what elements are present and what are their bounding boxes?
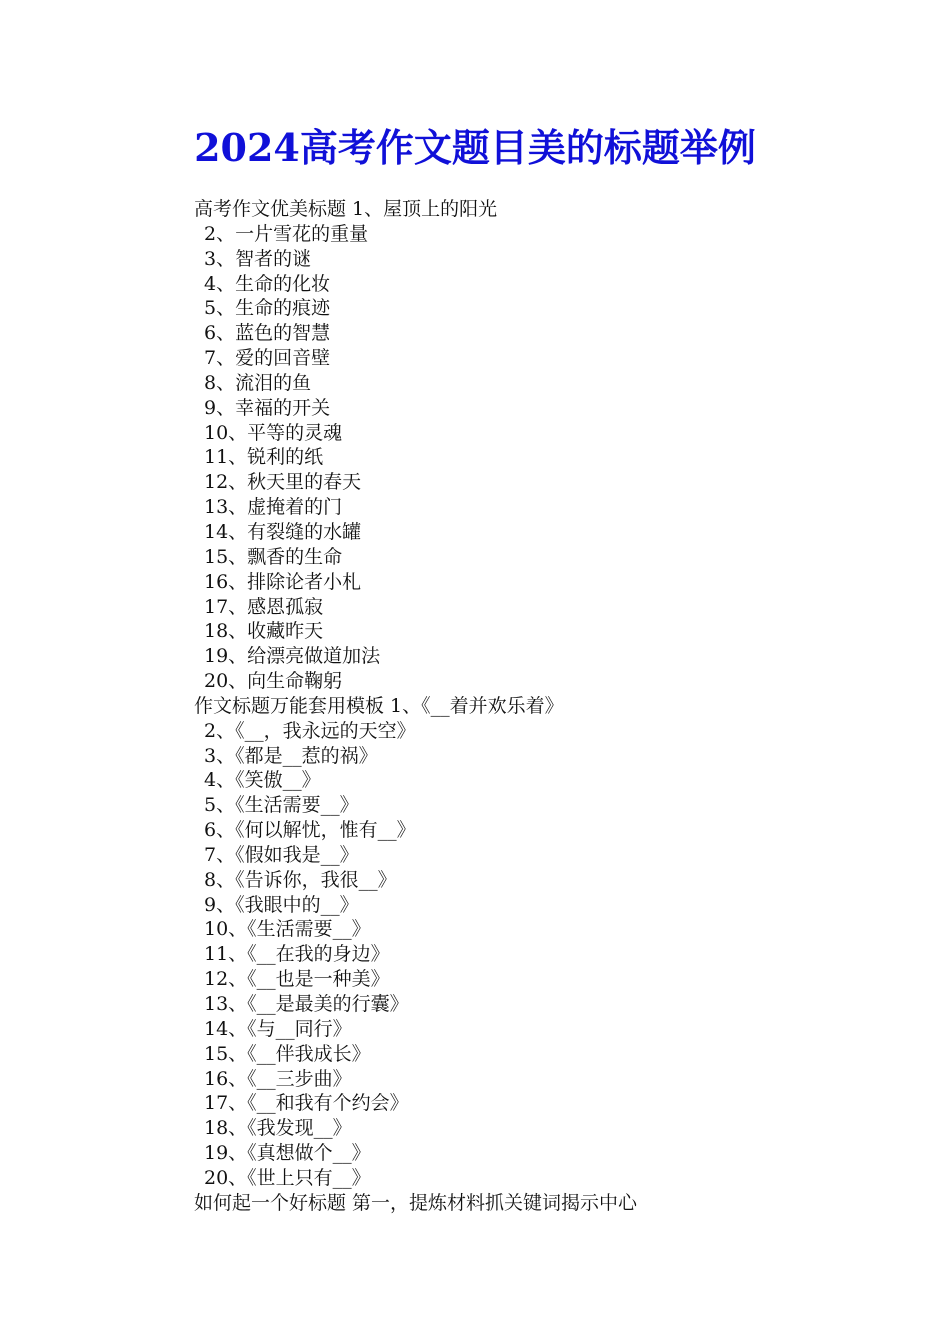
list-item: 10、《生活需要__》 bbox=[204, 918, 371, 941]
section-heading-title-templates: 作文标题万能套用模板 1、《__着并欢乐着》 bbox=[194, 694, 564, 717]
list-item: 18、收藏昨天 bbox=[204, 620, 324, 643]
list-item: 12、秋天里的春天 bbox=[204, 471, 362, 494]
list-item: 8、流泪的鱼 bbox=[204, 371, 312, 394]
list-item: 3、智者的谜 bbox=[204, 247, 312, 270]
list-item: 2、《__，我永远的天空》 bbox=[204, 719, 416, 742]
list-item: 16、《__三步曲》 bbox=[204, 1067, 352, 1090]
list-item: 6、蓝色的智慧 bbox=[204, 322, 331, 345]
list-item: 17、感恩孤寂 bbox=[204, 595, 324, 618]
list-item: 11、《__在我的身边》 bbox=[204, 943, 390, 966]
list-item: 19、《真想做个__》 bbox=[204, 1142, 371, 1165]
list-item: 12、《__也是一种美》 bbox=[204, 968, 390, 991]
list-item: 5、生命的痕迹 bbox=[204, 297, 331, 320]
list-item: 14、《与__同行》 bbox=[204, 1017, 352, 1040]
list-item: 7、爱的回音壁 bbox=[204, 347, 331, 370]
list-item: 13、虚掩着的门 bbox=[204, 496, 343, 519]
list-item: 8、《告诉你，我很__》 bbox=[204, 868, 397, 891]
list-item: 7、《假如我是__》 bbox=[204, 843, 359, 866]
list-item: 6、《何以解忧，惟有__》 bbox=[204, 819, 416, 842]
list-item: 2、一片雪花的重量 bbox=[204, 222, 369, 245]
section-heading-how-to-title: 如何起一个好标题 第一，提炼材料抓关键词揭示中心 bbox=[194, 1191, 638, 1214]
list-item: 14、有裂缝的水罐 bbox=[204, 520, 362, 543]
list-item: 20、《世上只有__》 bbox=[204, 1166, 371, 1189]
list-item: 3、《都是__惹的祸》 bbox=[204, 744, 378, 767]
list-item: 4、生命的化妆 bbox=[204, 272, 331, 295]
list-item: 11、锐利的纸 bbox=[204, 446, 324, 469]
page-title: 2024高考作文题目美的标题举例 bbox=[194, 125, 756, 170]
list-item: 19、给漂亮做道加法 bbox=[204, 645, 381, 668]
list-item: 20、向生命鞠躬 bbox=[204, 670, 343, 693]
title-templates-list bbox=[194, 719, 894, 1191]
list-item: 13、《__是最美的行囊》 bbox=[204, 993, 409, 1015]
list-item: 15、《__伴我成长》 bbox=[204, 1042, 371, 1065]
list-item: 16、排除论者小札 bbox=[204, 570, 362, 593]
list-item: 15、飘香的生命 bbox=[204, 545, 343, 568]
list-item: 5、《生活需要__》 bbox=[204, 794, 359, 817]
list-item: 4、《笑傲__》 bbox=[204, 769, 321, 792]
section-heading-beautiful-titles: 高考作文优美标题 1、屋顶上的阳光 bbox=[194, 198, 498, 220]
list-item: 9、幸福的开关 bbox=[204, 396, 331, 419]
beautiful-titles-list bbox=[194, 222, 894, 694]
list-item: 17、《__和我有个约会》 bbox=[204, 1092, 409, 1115]
document-body bbox=[194, 197, 894, 1216]
list-item: 9、《我眼中的__》 bbox=[204, 893, 359, 916]
list-item: 18、《我发现__》 bbox=[204, 1117, 352, 1140]
list-item: 10、平等的灵魂 bbox=[204, 421, 343, 444]
